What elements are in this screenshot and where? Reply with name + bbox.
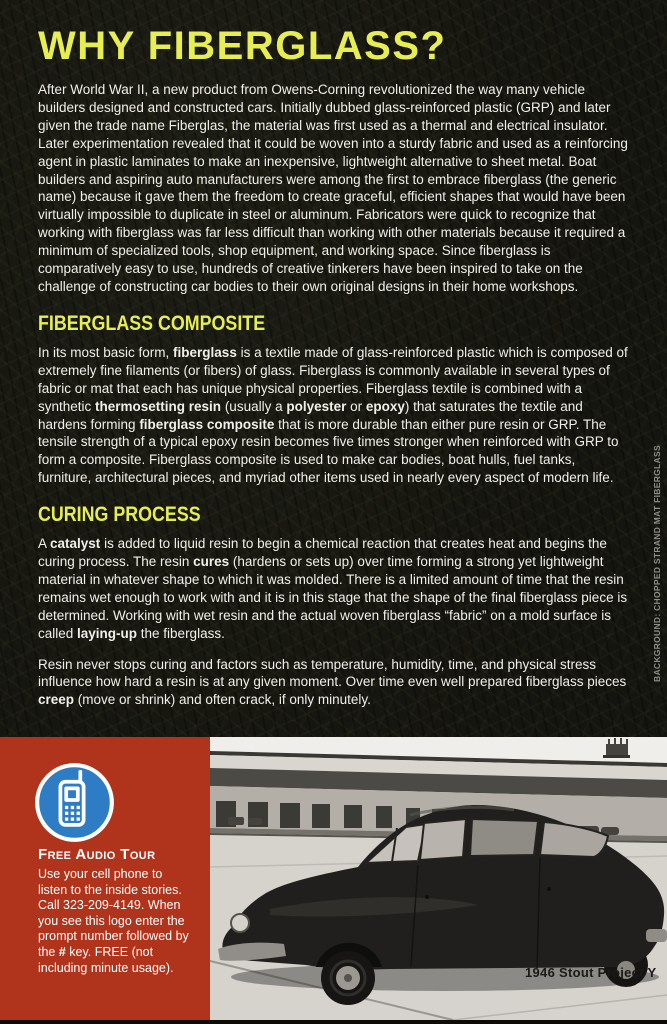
- cell-phone-icon: [33, 761, 116, 844]
- cell-phone-icon-svg: [33, 761, 116, 844]
- curing-process-paragraph-2: Resin never stops curing and factors such as temperature, humidity, time, and physical stress influence how hard a resin is at any given moment. Over time even well prepared fiberglass pieces creep (move or shrink) and often crack, if only minutely.: [38, 656, 627, 708]
- page-title: WHY FIBERGLASS?: [38, 24, 447, 68]
- main-text-column: [38, 24, 630, 709]
- fiberglass-composite-paragraph: In its most basic form, fiberglass is a textile made of glass-reinforced plastic which is composed of extremely fine filaments (or fibers) of glass. Fiberglass is commonly available in several types of fabric or mat that each has unique physical properties. Fiberglass textile is combined with a synthetic thermosetting resin (usually a polyester or epoxy) that saturates the textile and hardens forming fiberglass composite that is more durable than either pure resin or GRP. The tensile strength of a typical epoxy resin becomes five times stronger when reinforced with GRP to form a composite. Fiberglass composite is used to make car bodies, boat hulls, fuel tanks, furniture, architectural pieces, and myriad other items used in nearly every aspect of modern life.: [38, 344, 628, 486]
- front-wheel: [321, 951, 375, 1005]
- bottom-band: [0, 737, 667, 1020]
- photo-caption: 1946 Stout Project Y: [525, 965, 657, 980]
- phone-keypad-dots: [65, 806, 80, 821]
- rear-bumper: [646, 929, 667, 942]
- curing-process-paragraph-1: A catalyst is added to liquid resin to begin a chemical reaction that creates heat and begins the curing process. The resin cures (hardens or sets up) over time forming a strong yet lightweight material in whatever shape to which it was molded. There is a limited amount of time that the resin remains wet enough to work with and it is in this stage that the shape of the final fiberglass piece is determined. Working with wet resin and the actual woven fiberglass “fabric” on a mold surface is called laying-up the fiberglass.: [38, 536, 628, 641]
- section-heading-curing-process: CURING PROCESS: [38, 503, 201, 527]
- audio-tour-panel: [0, 737, 210, 1020]
- intro-paragraph: After World War II, a new product from Owens-Corning revolutionized the way many vehicle builders designed and constructed cars. Initially dubbed glass-reinforced plastic (GRP) and later given the trade name Fiberglas, the material was first used as a thermal and electrical insulator. Later experimentation revealed that it could be woven into a sturdy fabric and used as a reinforcing agent in plastic laminates to make an inexpensive, lightweight alternative to sheet metal. Boat builders and aspiring auto manufacturers were among the first to embrace fiberglass (the generic name) because it gave them the freedom to create graceful, efficient shapes that would have been virtually impossible to duplicate in steel or aluminum. Fabricators were quick to recognize that working with fiberglass was far less difficult than working with other materials because it required a minimum of specialized tools, shop equipment, and working space. Since fiberglass is comparatively easy to use, hundreds of creative tinkerers have been inspired to take on the challenge of constructing car bodies to their own original designs in their home workshops.: [38, 82, 628, 294]
- headlight: [231, 914, 249, 932]
- badge-circle: [37, 765, 112, 840]
- audio-tour-body: Use your cell phone to listen to the inside stories. Call 323-209-4149. When you see this logo enter the prompt number followed by the # key. FREE (not including minute usage).: [38, 867, 189, 975]
- car-photo: [210, 737, 667, 1020]
- audio-tour-heading: Free Audio Tour: [38, 846, 156, 863]
- section-heading-fiberglass-composite: FIBERGLASS COMPOSITE: [38, 311, 266, 335]
- background-credit-text: BACKGROUND: CHOPPED STRAND MAT FIBERGLASS: [652, 445, 662, 682]
